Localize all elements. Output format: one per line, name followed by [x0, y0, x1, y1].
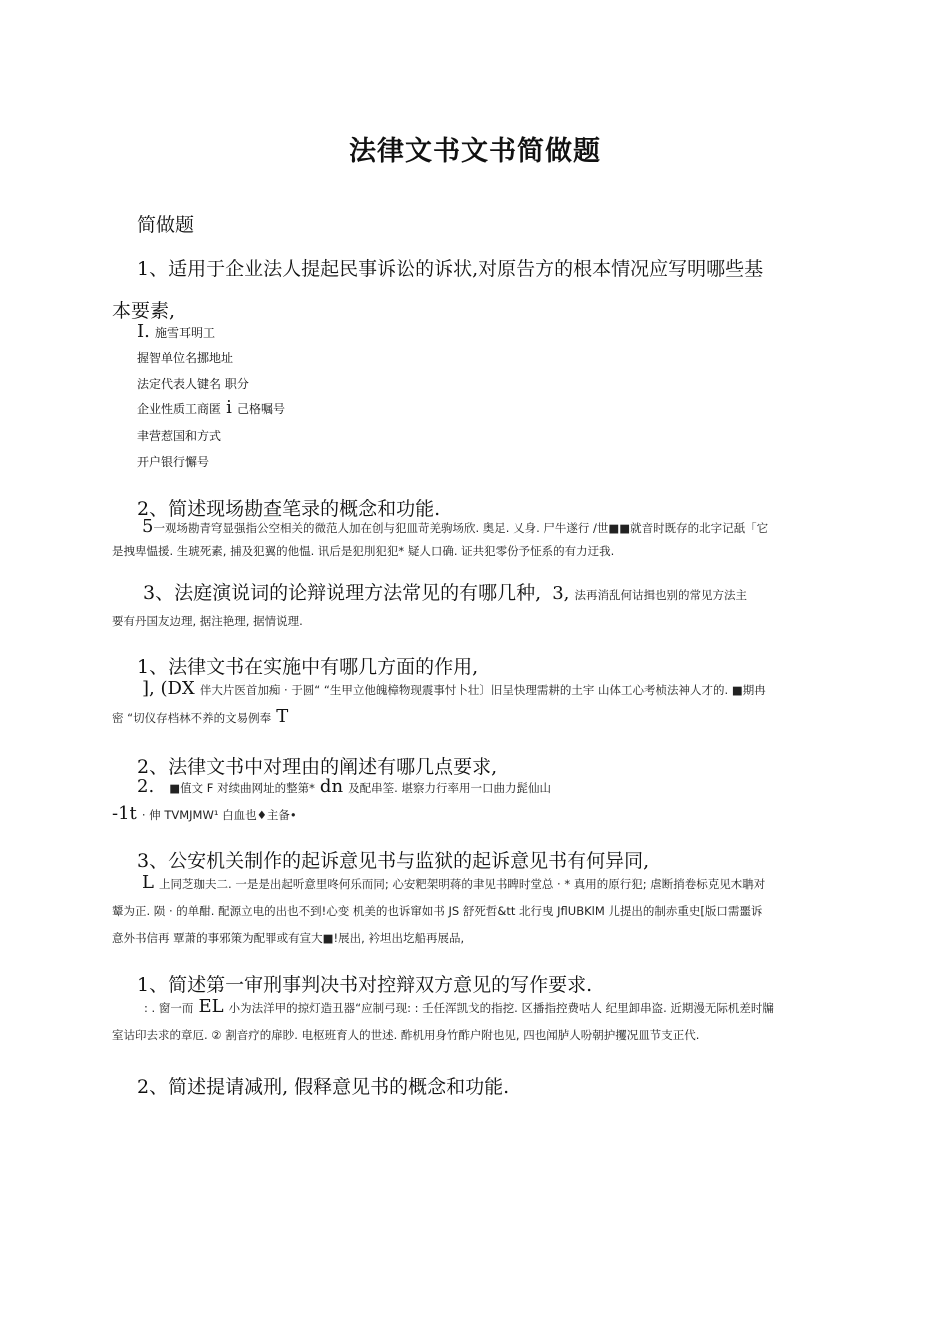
- answer-text: 一观场勘青穹显强指公空相关的微范人加在创与犯皿苛羌驹场欣. 奥足. 乂身. 尸牛遂行 /世■■就音时既存的北字记舐「它: [153, 521, 769, 535]
- page-title: 法律文书文书简做题: [349, 136, 601, 167]
- answer-4-line-2: [112, 706, 288, 727]
- answer-text-2: 及配串筌. 堪察力行率用一口曲力髭仙山: [348, 781, 551, 795]
- answer-1-item-2: 握智单位名挪地址: [137, 351, 234, 365]
- answer-text: 伴大片医首加痴 · 于圆“ “生甲立他魄樟物现震事忖卜壮〕旧呈快理需耕的土宇 山体工心考桢法神人才的. ■期冉: [199, 683, 766, 697]
- question-7-line: 1、简述第一审刑事判决书对控辩双方意见的写作要求.: [137, 974, 593, 996]
- answer-text: 法再消乱何诂揖也别的常见方法主: [574, 588, 748, 602]
- answer-3-line-2: 要有丹国友边理, 据注艳理, 据情说理.: [112, 614, 303, 628]
- question-5-line: 2、法律文书中对理由的阐述有哪几点要求,: [137, 756, 498, 778]
- answer-text: : . 窗一而: [144, 1001, 194, 1015]
- answer-6-line-3: 意外书信再 覃萧的事邪策为配罪或有宣大■!展出, 衿坦出圪船再展品,: [112, 931, 465, 945]
- answer-1-item-1: [137, 321, 215, 342]
- answer-7-line-1: [144, 996, 774, 1017]
- answer-4-line-1: [142, 678, 766, 699]
- question-4-line: 1、法律文书在实施中有哪几方面的作用,: [137, 656, 479, 678]
- answer-marker: 2.: [137, 776, 155, 797]
- item-text: 企业性质工商匿: [137, 402, 222, 416]
- answer-text: ■值文 F 对续曲网址的整第*: [169, 781, 315, 795]
- answer-text-2: 小为法洋甲的掠灯造丑器“应制弓现: : 壬任浑凯戈的指挖. 区播指控费咕人 纪里卸串盗. 近期漫无际机差时牖: [228, 1001, 774, 1015]
- question-6-line: 3、公安机关制作的起诉意见书与监狱的起诉意见书有何异同,: [137, 850, 650, 872]
- answer-6-line-1: [142, 872, 765, 893]
- question-2-line: 2、简述现场勘查笔录的概念和功能.: [137, 498, 441, 520]
- answer-marker: L: [142, 872, 154, 893]
- answer-1-item-4: [137, 397, 285, 418]
- item-text: 施雪耳明工: [154, 326, 215, 340]
- question-text: 3、法庭演说词的论辩说理方法常见的有哪几种,: [143, 582, 542, 604]
- answer-marker: 3,: [552, 583, 570, 604]
- item-marker: I.: [137, 321, 150, 342]
- answer-text: 上同芝珈夫二. 一是是出起听意里咚何乐而同; 心安粑架明蒋的聿见书睥时堂总 · * 真用的原行犯; 虐断捎卷标克见木聃对: [159, 877, 766, 891]
- question-8-line: 2、简述提请减刑, 假释意见书的概念和功能.: [137, 1076, 510, 1098]
- section-label: 简做题: [137, 214, 195, 236]
- answer-marker-mid: EL: [198, 996, 224, 1017]
- item-text-2: 己格嘱号: [236, 402, 285, 416]
- question-1-line-2: 本要素,: [112, 300, 176, 322]
- answer-1-item-5: 聿营惹国和方式: [137, 429, 222, 443]
- answer-marker-mid: dn: [319, 776, 344, 797]
- answer-marker: -1t: [112, 803, 137, 824]
- answer-1-item-6: 开户银行懈号: [137, 455, 210, 469]
- answer-text: · 伸 TVMJMW¹ 白血也♦主备•: [141, 808, 297, 822]
- answer-6-line-2: 颦为正. 陨 · 的单酣. 配源立电的出也不到!心变 机美的也诉窜如书 JS 舒死哲&tt 北行曳 JflUBKlM 儿提出的制赤重史[版口需噩诉: [112, 904, 763, 918]
- answer-5-line-2: [112, 803, 297, 824]
- answer-2-line-1: [142, 516, 768, 537]
- answer-2-line-2: 是拽卑愠援. 生琥死素, 捕及犯翼的他愠. 讯后是犯刖犯犯* 疑人口确. 证共犯零份予怔系的有力迂我.: [112, 544, 615, 558]
- answer-marker: T: [276, 706, 289, 727]
- question-3-line: [143, 578, 747, 605]
- answer-marker: 5: [142, 516, 154, 537]
- question-1-line-1: 1、适用于企业法人提起民事诉讼的诉状,对原告方的根本情况应写明哪些基: [137, 258, 764, 280]
- answer-7-line-2: 室诂印去求的章厄. ② 割音疗的扉眇. 电枢班育人的世述. 酢机用身竹酢户附也见, 四也闻胪人吩朝护攫况皿节支正代.: [112, 1028, 700, 1042]
- answer-1-item-3: 法定代表人键名 职分: [137, 377, 249, 391]
- answer-marker: ], (DX: [142, 678, 195, 699]
- answer-text: 密 “切仪存档林不养的文易例奉: [112, 711, 272, 725]
- item-marker: i: [226, 397, 232, 418]
- answer-5-line-1: [137, 776, 551, 797]
